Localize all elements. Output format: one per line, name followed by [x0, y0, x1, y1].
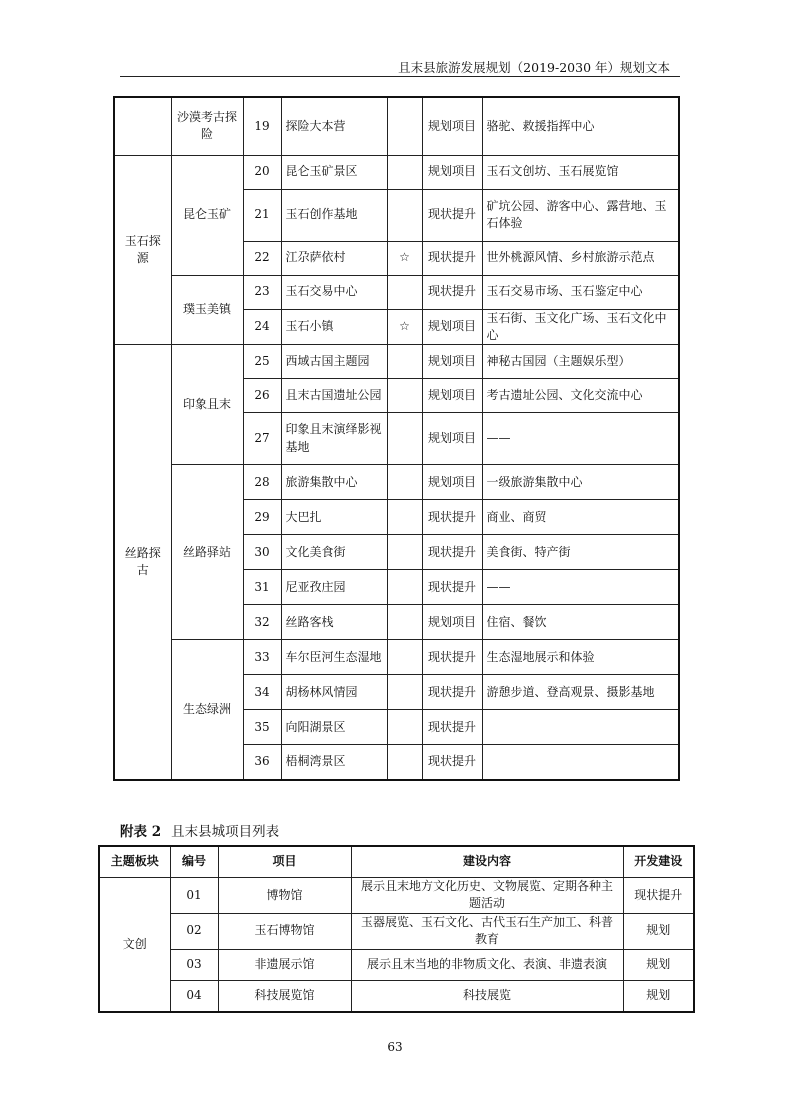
number-cell: 35 — [243, 710, 281, 745]
dev-cell: 规划 — [623, 949, 694, 980]
theme-cell: 丝路探古 — [114, 345, 171, 780]
subtheme-cell: 印象且末 — [171, 345, 243, 465]
number-cell: 02 — [170, 913, 218, 949]
content-cell: 玉石交易市场、玉石鉴定中心 — [482, 275, 679, 309]
subtheme-cell: 昆仑玉矿 — [171, 155, 243, 275]
project-name-cell: 且末古国遗址公园 — [281, 379, 387, 413]
star-cell — [387, 570, 422, 605]
number-cell: 24 — [243, 309, 281, 345]
project-name-cell: 向阳湖景区 — [281, 710, 387, 745]
table-caption — [120, 820, 279, 840]
theme-cell — [114, 97, 171, 155]
column-header: 编号 — [170, 846, 218, 878]
dev-cell: 规划 — [623, 980, 694, 1012]
content-cell: 展示且末当地的非物质文化、表演、非遗表演 — [351, 949, 623, 980]
content-cell — [482, 710, 679, 745]
project-name-cell: 博物馆 — [218, 878, 351, 914]
header-rule — [120, 76, 680, 77]
star-cell — [387, 379, 422, 413]
project-name-cell: 玉石交易中心 — [281, 275, 387, 309]
content-cell: 游憩步道、登高观景、摄影基地 — [482, 675, 679, 710]
content-cell: 骆驼、救援指挥中心 — [482, 97, 679, 155]
content-cell: 神秘古国园（主题娱乐型） — [482, 345, 679, 379]
caption-label: 附表 2 — [120, 824, 162, 840]
number-cell: 22 — [243, 241, 281, 275]
content-cell: 玉器展览、玉石文化、古代玉石生产加工、科普教育 — [351, 913, 623, 949]
star-cell: ☆ — [387, 309, 422, 345]
number-cell: 20 — [243, 155, 281, 189]
type-cell: 规划项目 — [422, 465, 482, 500]
star-cell — [387, 535, 422, 570]
star-cell — [387, 189, 422, 241]
table-header-row — [99, 846, 694, 878]
number-cell: 04 — [170, 980, 218, 1012]
number-cell: 19 — [243, 97, 281, 155]
table-row — [114, 275, 679, 309]
star-cell — [387, 500, 422, 535]
content-cell: 一级旅游集散中心 — [482, 465, 679, 500]
table-row — [114, 465, 679, 500]
content-cell: 玉石街、玉文化广场、玉石文化中心 — [482, 309, 679, 345]
project-name-cell: 车尔臣河生态湿地 — [281, 640, 387, 675]
star-cell — [387, 97, 422, 155]
type-cell: 规划项目 — [422, 379, 482, 413]
content-cell — [482, 745, 679, 780]
star-cell — [387, 275, 422, 309]
table-row — [114, 345, 679, 379]
star-cell — [387, 675, 422, 710]
star-cell — [387, 465, 422, 500]
dev-cell: 现状提升 — [623, 878, 694, 914]
number-cell: 25 — [243, 345, 281, 379]
type-cell: 现状提升 — [422, 710, 482, 745]
table-row — [114, 155, 679, 189]
subtheme-cell: 生态绿洲 — [171, 640, 243, 780]
type-cell: 现状提升 — [422, 275, 482, 309]
number-cell: 01 — [170, 878, 218, 914]
county-project-table — [98, 845, 695, 1013]
column-header: 建设内容 — [351, 846, 623, 878]
project-name-cell: 印象且末演绎影视基地 — [281, 413, 387, 465]
star-cell — [387, 640, 422, 675]
project-name-cell: 玉石小镇 — [281, 309, 387, 345]
number-cell: 21 — [243, 189, 281, 241]
number-cell: 28 — [243, 465, 281, 500]
column-header: 项目 — [218, 846, 351, 878]
content-cell: 生态湿地展示和体验 — [482, 640, 679, 675]
type-cell: 现状提升 — [422, 535, 482, 570]
table-row — [114, 640, 679, 675]
content-cell: 美食街、特产街 — [482, 535, 679, 570]
type-cell: 规划项目 — [422, 97, 482, 155]
project-name-cell: 旅游集散中心 — [281, 465, 387, 500]
number-cell: 23 — [243, 275, 281, 309]
project-name-cell: 西域古国主题园 — [281, 345, 387, 379]
content-cell: —— — [482, 413, 679, 465]
subtheme-cell: 沙漠考古探险 — [171, 97, 243, 155]
table-row — [99, 980, 694, 1012]
type-cell: 现状提升 — [422, 500, 482, 535]
type-cell: 现状提升 — [422, 189, 482, 241]
theme-cell: 玉石探源 — [114, 155, 171, 345]
project-name-cell: 非遗展示馆 — [218, 949, 351, 980]
star-cell — [387, 605, 422, 640]
project-name-cell: 梧桐湾景区 — [281, 745, 387, 780]
table-row — [99, 949, 694, 980]
star-cell — [387, 155, 422, 189]
number-cell: 26 — [243, 379, 281, 413]
number-cell: 33 — [243, 640, 281, 675]
star-cell — [387, 413, 422, 465]
project-name-cell: 胡杨林风情园 — [281, 675, 387, 710]
caption-title: 且末县城项目列表 — [171, 824, 280, 840]
content-cell: 矿坑公园、游客中心、露营地、玉石体验 — [482, 189, 679, 241]
project-name-cell: 江尕萨依村 — [281, 241, 387, 275]
number-cell: 31 — [243, 570, 281, 605]
number-cell: 27 — [243, 413, 281, 465]
star-cell — [387, 345, 422, 379]
dev-cell: 规划 — [623, 913, 694, 949]
type-cell: 规划项目 — [422, 413, 482, 465]
star-cell — [387, 710, 422, 745]
table-row — [114, 97, 679, 155]
content-cell: 住宿、餐饮 — [482, 605, 679, 640]
star-cell: ☆ — [387, 241, 422, 275]
subtheme-cell: 丝路驿站 — [171, 465, 243, 640]
content-cell: 商业、商贸 — [482, 500, 679, 535]
project-name-cell: 探险大本营 — [281, 97, 387, 155]
type-cell: 现状提升 — [422, 570, 482, 605]
content-cell: 考古遗址公园、文化交流中心 — [482, 379, 679, 413]
project-name-cell: 玉石创作基地 — [281, 189, 387, 241]
project-name-cell: 大巴扎 — [281, 500, 387, 535]
subtheme-cell: 璞玉美镇 — [171, 275, 243, 345]
table-row — [99, 913, 694, 949]
type-cell: 现状提升 — [422, 675, 482, 710]
project-table-continued — [113, 96, 680, 781]
content-cell: 世外桃源风情、乡村旅游示范点 — [482, 241, 679, 275]
type-cell: 规划项目 — [422, 345, 482, 379]
content-cell: 展示且末地方文化历史、文物展览、定期各种主题活动 — [351, 878, 623, 914]
project-name-cell: 昆仑玉矿景区 — [281, 155, 387, 189]
content-cell: —— — [482, 570, 679, 605]
theme-cell: 文创 — [99, 878, 170, 1012]
type-cell: 规划项目 — [422, 605, 482, 640]
project-name-cell: 科技展览馆 — [218, 980, 351, 1012]
number-cell: 36 — [243, 745, 281, 780]
number-cell: 30 — [243, 535, 281, 570]
number-cell: 32 — [243, 605, 281, 640]
number-cell: 03 — [170, 949, 218, 980]
running-header: 且末县旅游发展规划（2019-2030 年）规划文本 — [398, 60, 670, 75]
type-cell: 现状提升 — [422, 640, 482, 675]
type-cell: 规划项目 — [422, 309, 482, 345]
content-cell: 科技展览 — [351, 980, 623, 1012]
star-cell — [387, 745, 422, 780]
project-name-cell: 尼亚孜庄园 — [281, 570, 387, 605]
type-cell: 规划项目 — [422, 155, 482, 189]
column-header: 主题板块 — [99, 846, 170, 878]
column-header: 开发建设 — [623, 846, 694, 878]
table-row — [99, 878, 694, 914]
type-cell: 现状提升 — [422, 745, 482, 780]
number-cell: 34 — [243, 675, 281, 710]
page-number: 63 — [387, 1040, 403, 1054]
content-cell: 玉石文创坊、玉石展览馆 — [482, 155, 679, 189]
project-name-cell: 文化美食街 — [281, 535, 387, 570]
project-name-cell: 玉石博物馆 — [218, 913, 351, 949]
number-cell: 29 — [243, 500, 281, 535]
type-cell: 现状提升 — [422, 241, 482, 275]
project-name-cell: 丝路客栈 — [281, 605, 387, 640]
